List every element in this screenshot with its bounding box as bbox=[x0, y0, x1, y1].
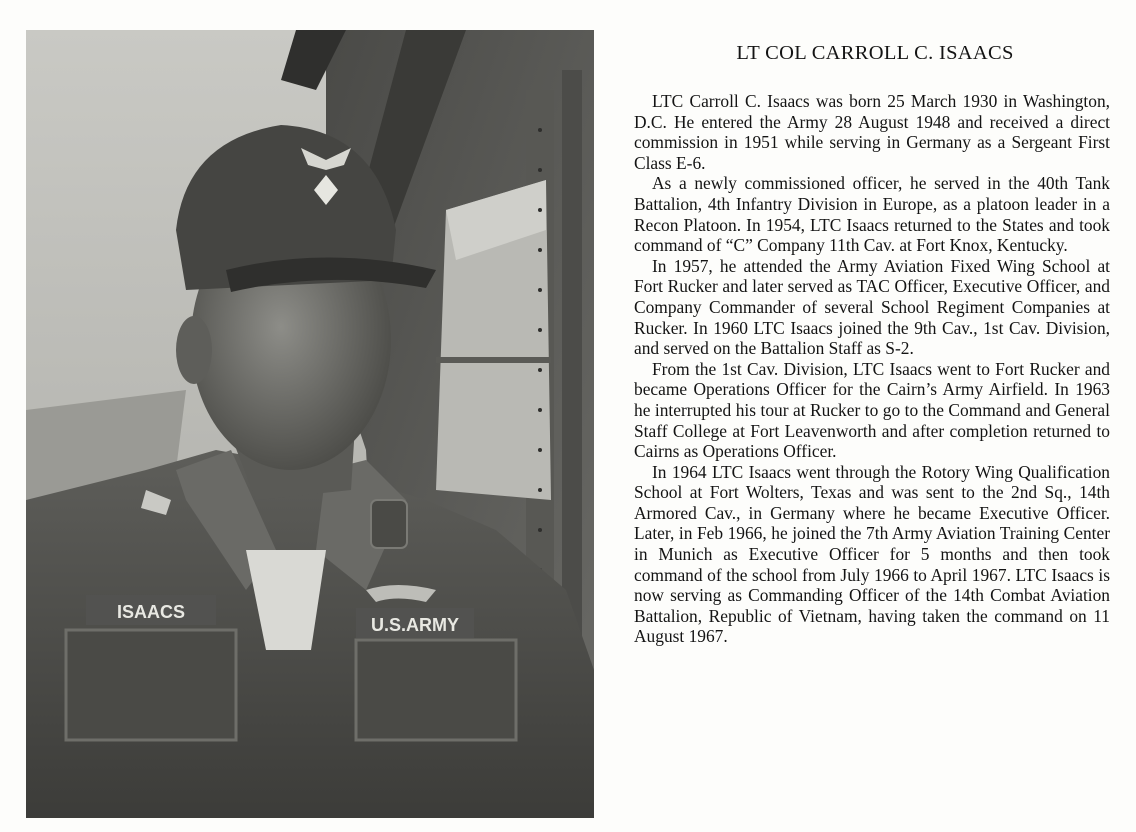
paragraph-1: LTC Carroll C. Isaacs was born 25 March 1930 in Washington, D.C. He entered the Army 28 August 1948 and received a direct commission in 1951 while serving in Germany as a Sergeant First Class E-6. bbox=[634, 91, 1110, 173]
paragraph-5: In 1964 LTC Isaacs went through the Rotory Wing Qualification School at Fort Wolters, Texas and was sent to the 2nd Sq., 14th Armored Cav., in Germany where he became Executive Officer. Later, in Feb 1966, he joined the 7th Army Aviation Training Center in Munich as Executive Officer for 5 months and then took command of the school from July 1966 to April 1967. LTC Isaacs is now serving as Commanding Officer of the 14th Combat Aviation Battalion, Republic of Vietnam, having taken the command on 11 August 1967. bbox=[634, 461, 1110, 647]
paragraph-2: As a newly commissioned officer, he served in the 40th Tank Battalion, 4th Infantry Division in Europe, as a platoon leader in a Recon Platoon. In 1954, LTC Isaacs returned to the States and took command of “C” Company 11th Cav. at Fort Knox, Kentucky. bbox=[634, 173, 1110, 256]
name-tape: ISAACS bbox=[116, 602, 186, 622]
article-column bbox=[634, 42, 1110, 647]
service-tape: U.S.ARMY bbox=[370, 615, 460, 635]
article-title: LT COL CARROLL C. ISAACS bbox=[736, 42, 1014, 64]
paragraph-3: In 1957, he attended the Army Aviation Fixed Wing School at Fort Rucker and later served as TAC Officer, Executive Officer, and Company Commander of several School Regiment Companies at Rucker. In 1960 LTC Isaacs joined the 9th Cav., 1st Cav. Division, and served on the Battalion Staff as S-2. bbox=[634, 255, 1110, 359]
portrait-photo bbox=[26, 30, 594, 818]
paragraph-4: From the 1st Cav. Division, LTC Isaacs went to Fort Rucker and became Operations Officer for the Cairn’s Army Airfield. In 1963 he interrupted his tour at Rucker to go to the Command and General Staff College at Fort Leavenworth and after completion returned to Cairns as Operations Officer. bbox=[634, 358, 1110, 462]
